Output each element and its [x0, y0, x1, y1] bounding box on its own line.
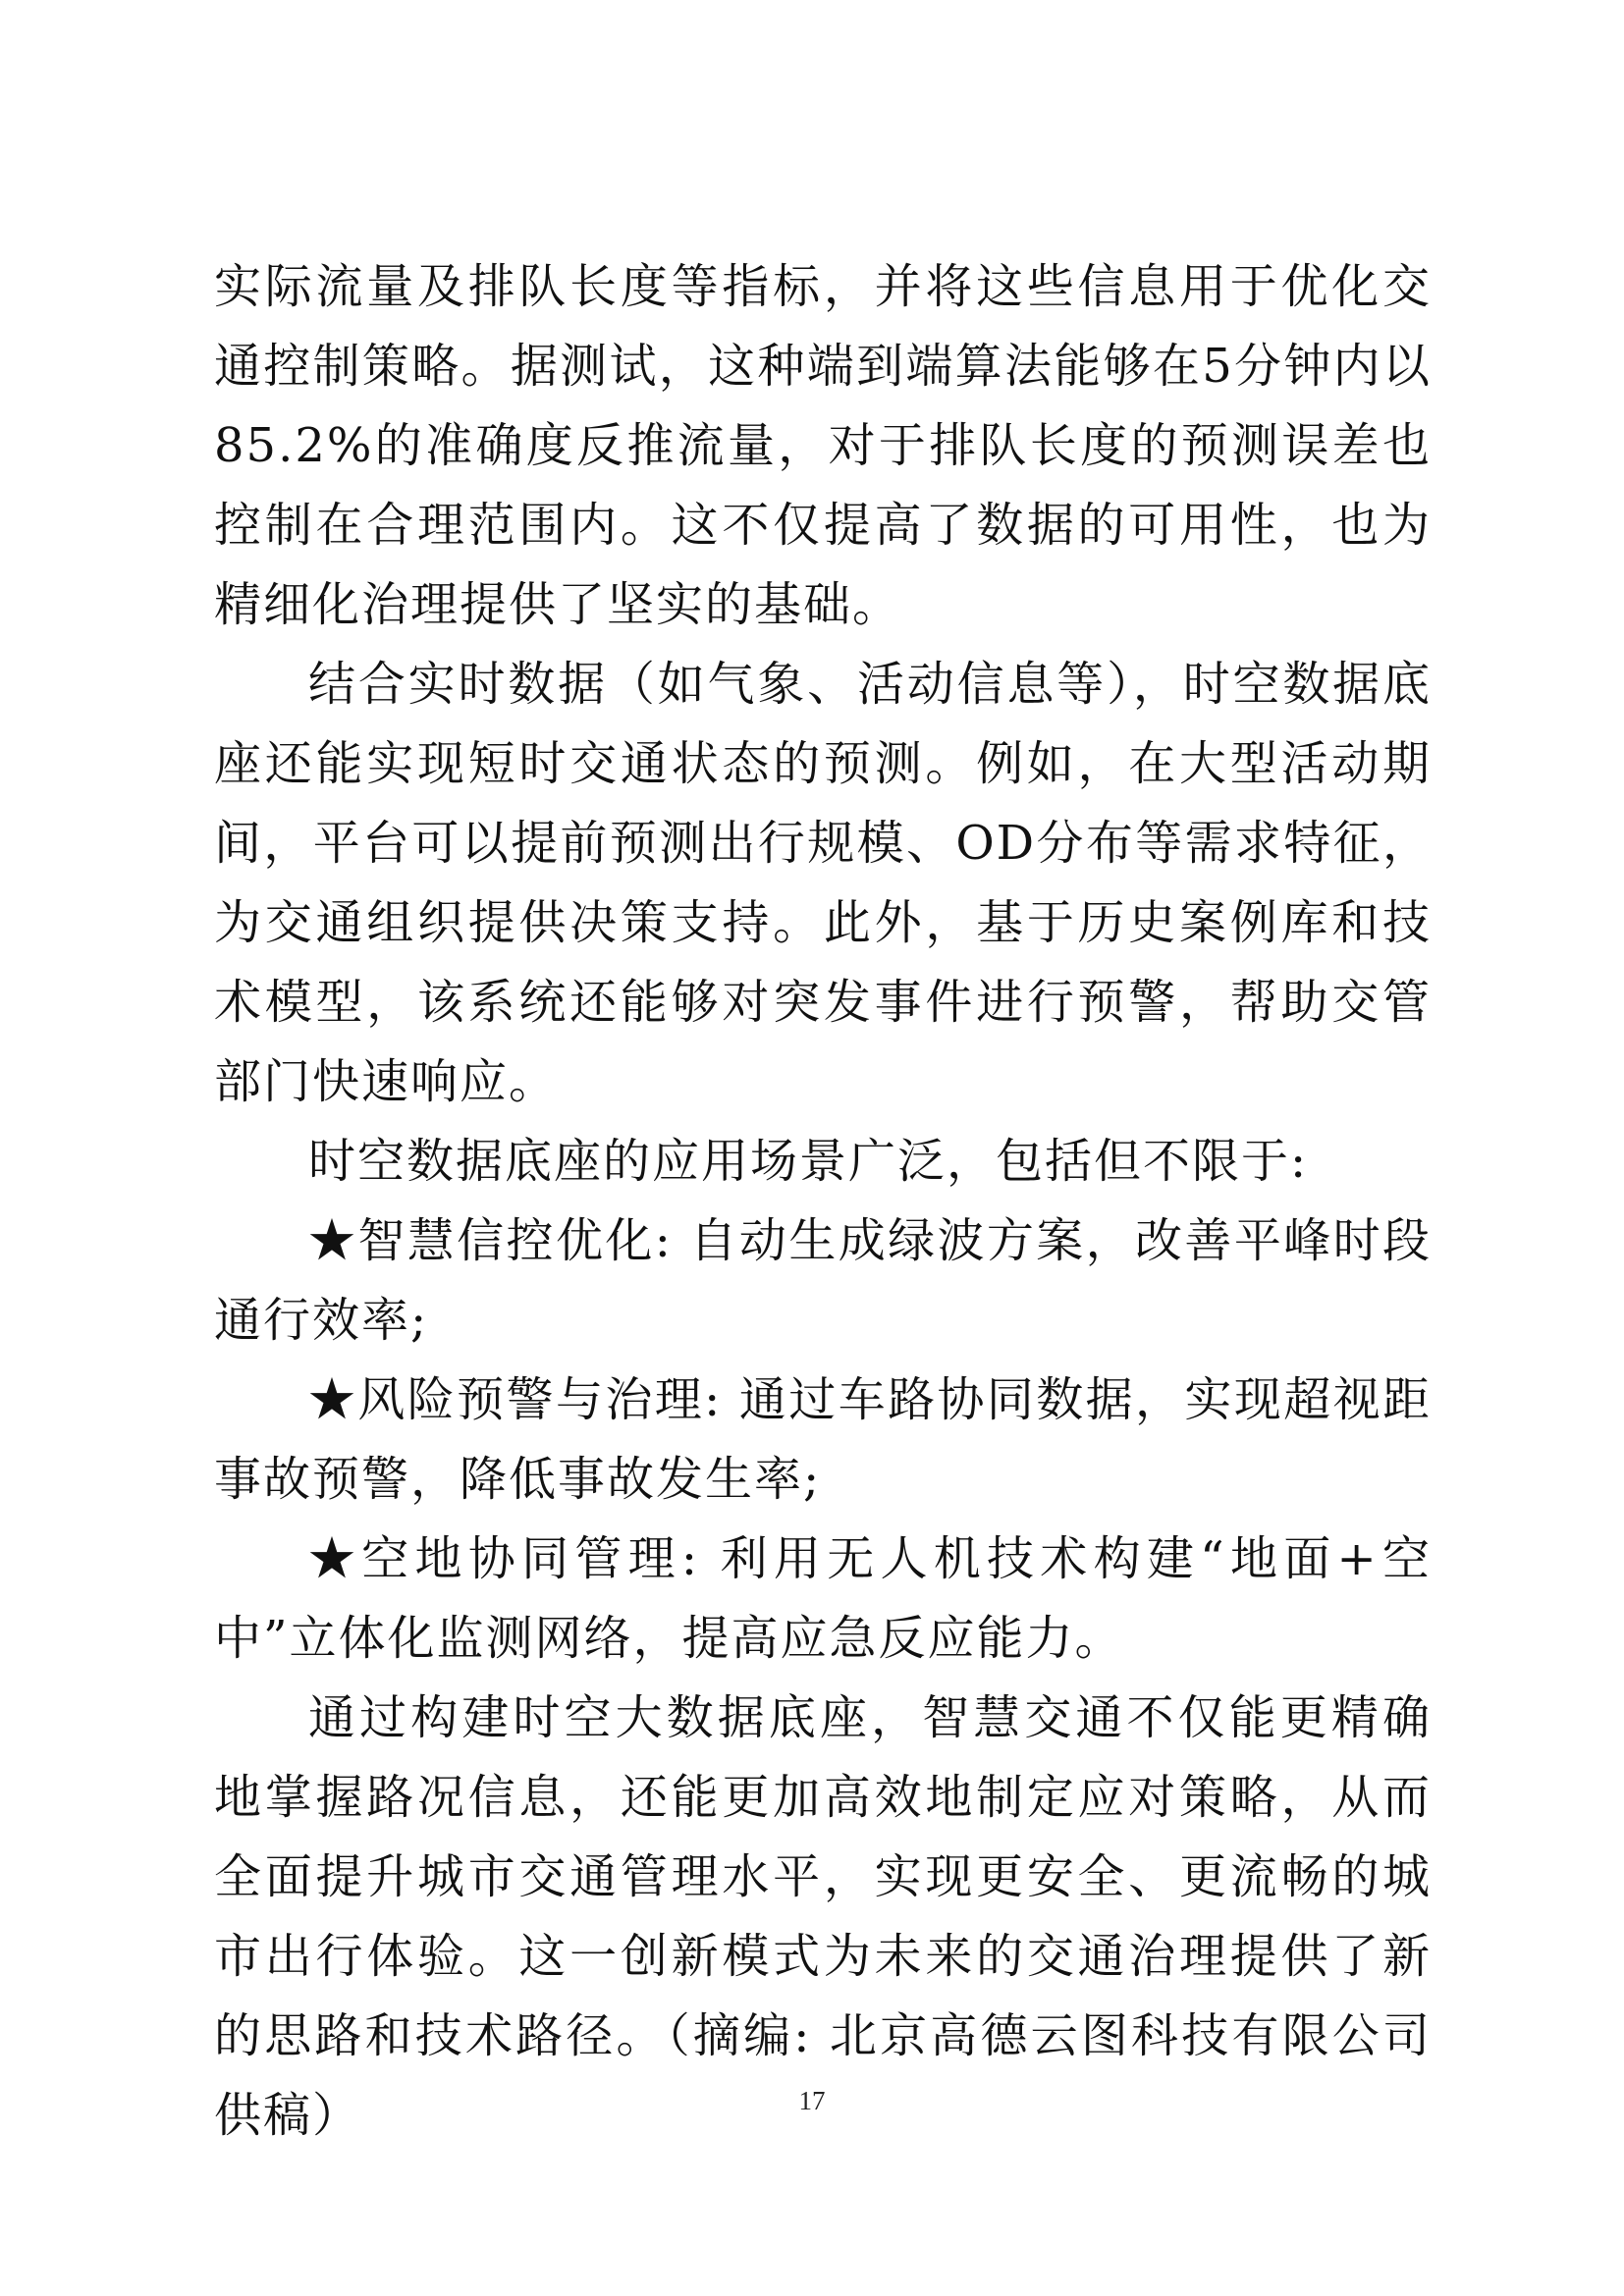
paragraph-continuation: 实际流量及排队长度等指标，并将这些信息用于优化交通控制策略。据测试，这种端到端算法能够在5分钟内以85.2%的准确度反推流量，对于排队长度的预测误差也控制在合理范围内。这不仅提高了数据的可用性，也为精细化治理提供了坚实的基础。 — [214, 259, 1432, 632]
paragraph-prediction: 结合实时数据（如气象、活动信息等），时空数据底座还能实现短时交通状态的预测。例如，在大型活动期间，平台可以提前预测出行规模、OD分布等需求特征，为交通组织提供决策支持。此外，基于历史案例库和技术模型，该系统还能够对突发事件进行预警，帮助交管部门快速响应。 — [214, 657, 1432, 1109]
bullet-signal-optimization: ★智慧信控优化: 自动生成绿波方案，改善平峰时段通行效率; — [214, 1213, 1432, 1348]
document-body — [214, 247, 1432, 2156]
paragraph-scenarios-intro: 时空数据底座的应用场景广泛，包括但不限于: — [308, 1134, 1309, 1189]
bullet-air-ground-management: ★空地协同管理: 利用无人机技术构建“地面+空中”立体化监测网络，提高应急反应能力。 — [214, 1531, 1432, 1666]
paragraph-conclusion: 通过构建时空大数据底座，智慧交通不仅能更精确地掌握路况信息，还能更加高效地制定应对策略，从而全面提升城市交通管理水平，实现更安全、更流畅的城市出行体验。这一创新模式为未来的交通治理提供了新的思路和技术路径。（摘编: 北京高德云图科技有限公司供稿） — [214, 1690, 1432, 2143]
page-number: 17 — [798, 2086, 826, 2115]
bullet-risk-warning: ★风险预警与治理: 通过车路协同数据，实现超视距事故预警，降低事故发生率; — [214, 1372, 1432, 1507]
